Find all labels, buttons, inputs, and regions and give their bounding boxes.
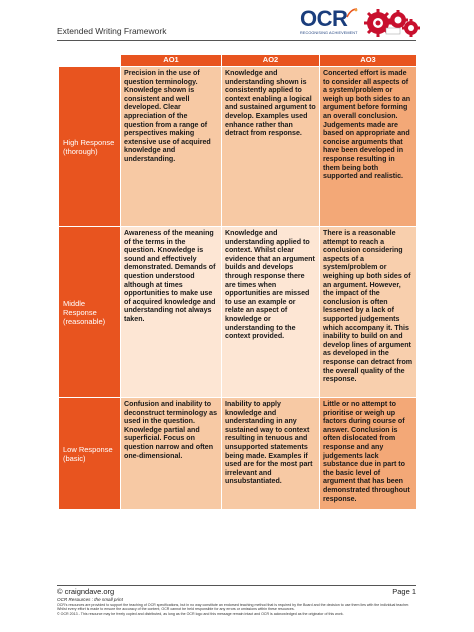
logo-text: OCR xyxy=(300,6,348,31)
row-label-middle xyxy=(59,227,121,398)
column-header-ao1: AO1 xyxy=(121,55,222,67)
logo-tagline: RECOGNISING ACHIEVEMENT xyxy=(300,31,358,35)
row-label-title: Low Response xyxy=(63,444,113,454)
table-cell: Knowledge and understanding shown is consistently applied to context enabling a logical and sustained argument to develop. Examples used enhance rather than detract from response. xyxy=(222,67,320,227)
table-row-low xyxy=(59,398,417,510)
footer-note xyxy=(57,603,417,616)
ocr-logo xyxy=(300,8,364,38)
footer-source: OCR Resources : the small print xyxy=(57,597,123,602)
table-cell: Confusion and inability to deconstruct terminology as used in the question. Knowledge partial and superficial. Focus on question narrow and often one-dimensional. xyxy=(121,398,222,510)
logo-swoosh-icon xyxy=(346,8,358,18)
row-label-subtitle: (basic) xyxy=(63,453,86,463)
row-label-title: Middle Response xyxy=(63,298,97,317)
table-row-middle xyxy=(59,227,417,398)
column-header-ao3: AO3 xyxy=(320,55,417,67)
writing-framework-table xyxy=(58,54,417,510)
row-label-title: High Response xyxy=(63,137,115,147)
header-title: Extended Writing Framework xyxy=(57,26,167,36)
table-cell: Inability to apply knowledge and understanding in any sustained way to context resulting in tenuous and unsupported statements being made. Examples if used are for the most part irrelevant and unsubstantiated. xyxy=(222,398,320,510)
column-header-ao2: AO2 xyxy=(222,55,320,67)
header-rule xyxy=(57,40,416,41)
table-header-row xyxy=(59,55,417,67)
footer-copyright: © craigndave.org xyxy=(57,587,115,596)
row-label-low xyxy=(59,398,121,510)
table-corner xyxy=(59,55,121,67)
row-label-subtitle: (reasonable) xyxy=(63,316,106,326)
table-cell: There is a reasonable attempt to reach a conclusion considering aspects of a system/problem or weighing up both sides of an argument. However, the impact of the conclusion is often lessened by a lack of supported judgements which accompany it. This inability to build on and develop lines of argument as developed in the response can detract from the overall quality of the response. xyxy=(320,227,417,398)
footer-note-line: © OCR 2013 - This resource may be freely copied and distributed, as long as the OCR logo and this message remain intact and OCR is acknowledged as the originator of this work. xyxy=(57,611,344,616)
table-cell: Knowledge and understanding applied to context. Whilst clear evidence that an argument builds and develops through response there are times when opportunities are missed to use an example or relate an aspect of knowledge or understanding to the context provided. xyxy=(222,227,320,398)
row-label-high xyxy=(59,67,121,227)
footer-note-line: OCR's resources are provided to support the teaching of OCR specifications, but in no way constitute an endorsed teaching method that is required by the Board and the decision to use them lies with the individual teacher. Whilst every effort is made to ensure the accuracy of the content, OCR cannot be held responsible for any errors or omissions within these resources. xyxy=(57,603,410,612)
footer-rule xyxy=(57,585,416,586)
table-cell: Awareness of the meaning of the terms in the question. Knowledge is sound and effectively demonstrated. Demands of question understood although at times opportunities to make use of acquired knowledge and understanding not always taken. xyxy=(121,227,222,398)
footer-page-number: Page 1 xyxy=(392,587,416,596)
table-row-high xyxy=(59,67,417,227)
gears-icon xyxy=(364,8,420,38)
table-cell: Concerted effort is made to consider all aspects of a system/problem or weigh up both sides to an argument before forming an overall conclusion. Judgements made are based on appropriate and concise arguments that have been developed in response resulting in them being both supported and realistic. xyxy=(320,67,417,227)
table-cell: Precision in the use of question terminology. Knowledge shown is consistent and well developed. Clear appreciation of the question from a range of perspectives making extensive use of acquired knowledge and understanding. xyxy=(121,67,222,227)
table-cell: Little or no attempt to prioritise or weigh up factors during course of answer. Conclusion is often dislocated from response and any judgements lack substance due in part to the basic level of argument that has been demonstrated throughout response. xyxy=(320,398,417,510)
row-label-subtitle: (thorough) xyxy=(63,146,98,156)
